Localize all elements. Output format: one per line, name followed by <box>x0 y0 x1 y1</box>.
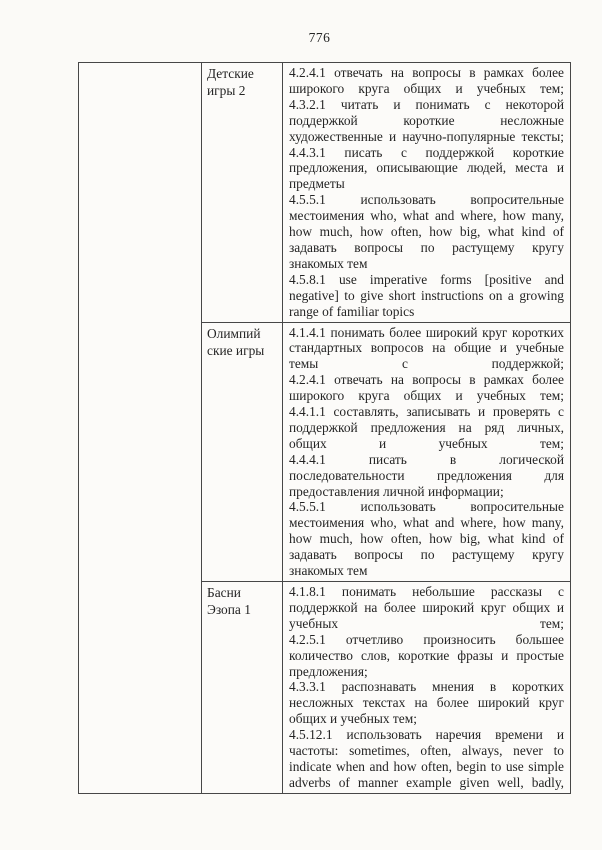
objective-4.4.4.1 <box>289 452 564 500</box>
topic-line: Олимпий <box>207 325 261 341</box>
text-line: how much, how often, how big, what kind of <box>289 224 564 240</box>
topic-line: игры 2 <box>207 83 246 99</box>
text-line: предложения, описывающие людей, места и <box>289 160 564 176</box>
text-line: 4.2.4.1 отвечать на вопросы в рамках более <box>289 65 564 80</box>
text-line: широкого круга общих и учебных тем; <box>289 388 564 404</box>
curriculum-table-body <box>79 63 571 794</box>
text-line: negative] to give short instructions on a growing <box>289 287 564 303</box>
text-line: indicate when and how often, begin to use simple <box>289 758 564 774</box>
topic-line: Детские <box>207 66 254 81</box>
text-line: 4.2.5.1 отчетливо произносить большее <box>289 631 564 647</box>
page-number: 776 <box>308 30 331 45</box>
objective-4.3.2.1 <box>289 97 564 145</box>
table-row <box>79 63 571 323</box>
text-line: 4.3.3.1 распознавать мнения в коротких <box>289 679 564 695</box>
text-line: предложения; <box>289 663 368 679</box>
objective-4.5.8.1 <box>289 272 564 320</box>
text-line: общих и учебных тем; <box>289 711 417 727</box>
objective-4.2.4.1 <box>289 372 564 404</box>
topic-cell <box>202 322 283 582</box>
objective-4.2.5.1 <box>289 632 564 680</box>
text-line: 4.5.5.1 использовать вопросительные <box>289 192 564 208</box>
text-line: знакомых тем <box>289 563 368 579</box>
text-line: 4.5.5.1 использовать вопросительные <box>289 499 564 515</box>
text-line: поддержкой на более широкий круг общих и <box>289 599 564 615</box>
text-line: широкого круга общих и учебных тем; <box>289 80 564 96</box>
empty-left-cell <box>79 63 202 794</box>
objectives-cell <box>283 322 571 582</box>
curriculum-table <box>78 62 571 794</box>
text-line: adverbs of manner example given well, badly, <box>289 774 564 790</box>
topic-line: Басни <box>207 585 241 600</box>
text-line: 4.5.12.1 использовать наречия времени и <box>289 727 564 743</box>
text-line: местоимения who, what and where, how many, <box>289 515 564 531</box>
text-line: 4.2.4.1 отвечать на вопросы в рамках более <box>289 372 564 388</box>
text-line: 4.1.8.1 понимать небольшие рассказы с <box>289 584 564 599</box>
objective-4.1.8.1 <box>289 584 564 632</box>
objective-4.5.5.1 <box>289 499 564 579</box>
text-line: 4.4.1.1 составлять, записывать и проверять с <box>289 404 564 420</box>
text-line: how much, how often, how big, what kind of <box>289 531 564 547</box>
text-line: общих и учебных тем; <box>289 435 564 451</box>
topic-cell <box>202 63 283 323</box>
text-line: темы с поддержкой; <box>289 356 564 372</box>
text-line: поддержкой предложения на ряд личных, <box>289 419 564 435</box>
text-line: знакомых тем <box>289 255 368 271</box>
text-line: несложных текстах на более широкий круг <box>289 695 564 711</box>
text-line: количество слов, короткие фразы и простые <box>289 647 564 663</box>
text-line: 4.5.8.1 use imperative forms [positive and <box>289 271 564 287</box>
text-line: художественные и научно-популярные тексты; <box>289 128 564 144</box>
objective-4.2.4.1 <box>289 65 564 97</box>
objective-4.4.3.1 <box>289 145 564 193</box>
text-line: стандартных вопросов на общие и учебные <box>289 340 564 356</box>
objectives-cell <box>283 63 571 323</box>
objective-4.1.4.1 <box>289 325 564 373</box>
objective-4.5.12.1 <box>289 727 564 791</box>
text-line: предоставления личной информации; <box>289 483 504 499</box>
topic-line: Эзопа 1 <box>207 602 251 618</box>
objective-4.4.1.1 <box>289 404 564 452</box>
text-line: учебных тем; <box>289 615 564 631</box>
text-line: 4.3.2.1 читать и понимать с некоторой <box>289 96 564 112</box>
text-line: 4.1.4.1 понимать более широкий круг коротких <box>289 324 564 340</box>
objectives-cell <box>283 582 571 794</box>
topic-cell <box>202 582 283 794</box>
topic-line: ские игры <box>207 342 265 358</box>
text-line: частоты: sometimes, often, always, never to <box>289 743 564 759</box>
text-line: поддержкой короткие несложные <box>289 112 564 128</box>
objective-4.5.5.1 <box>289 192 564 272</box>
text-line: 4.4.4.1 писать в логической <box>289 451 564 467</box>
text-line: местоимения who, what and where, how many, <box>289 208 564 224</box>
text-line: предметы <box>289 176 345 192</box>
text-line: последовательности предложения для <box>289 467 564 483</box>
text-line: 4.4.3.1 писать с поддержкой короткие <box>289 144 564 160</box>
objective-4.3.3.1 <box>289 679 564 727</box>
text-line: задавать вопросы по растущему кругу <box>289 239 564 255</box>
text-line: range of familiar topics <box>289 303 415 319</box>
text-line: задавать вопросы по растущему кругу <box>289 547 564 563</box>
